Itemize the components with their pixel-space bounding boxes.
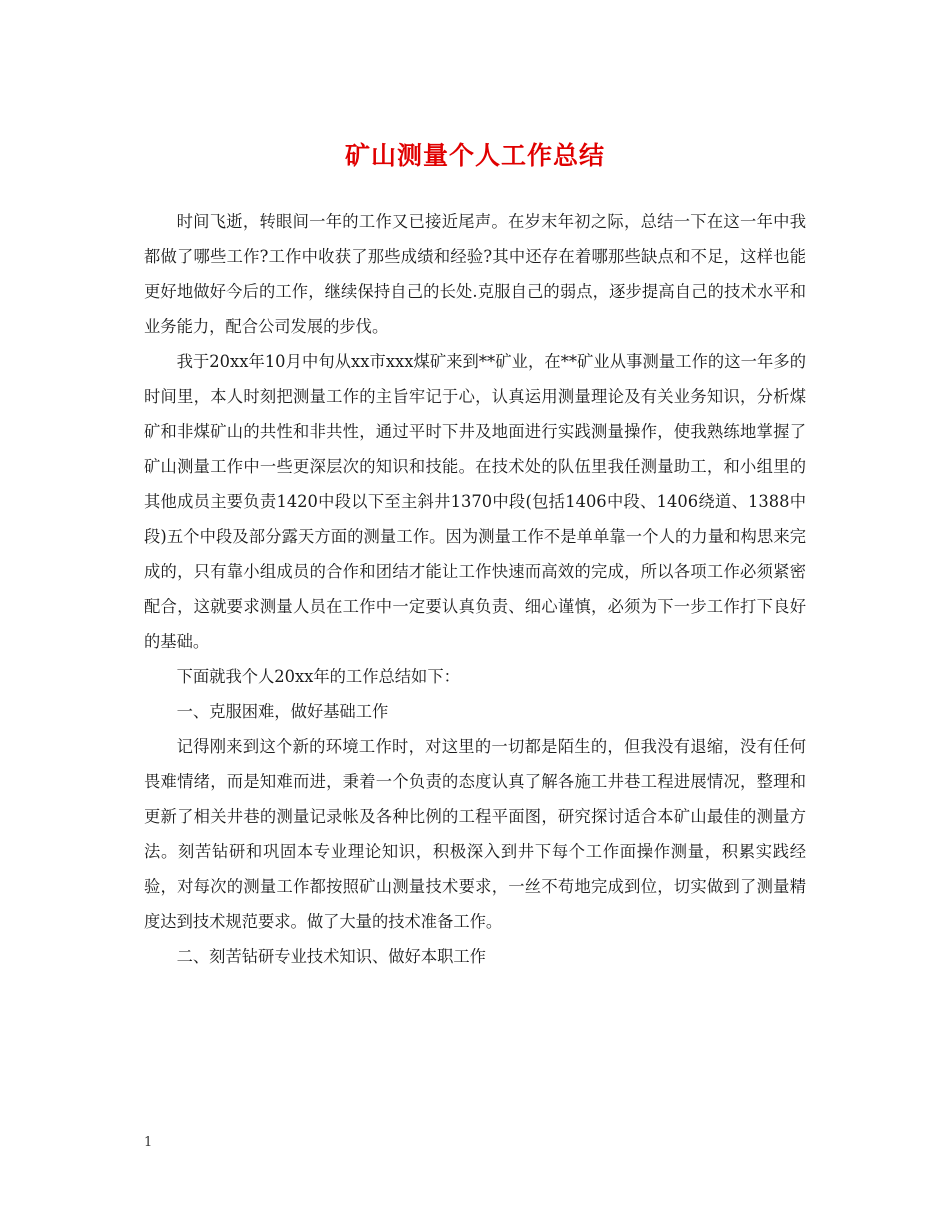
paragraph-section-1: 记得刚来到这个新的环境工作时，对这里的一切都是陌生的，但我没有退缩，没有任何畏难情绪，而是知难而进，秉着一个负责的态度认真了解各施工井巷工程进展情况，整理和更新了相关井巷的测量记录帐及各种比例的工程平面图，研究探讨适合本矿山最佳的测量方法。刻苦钻研和巩固本专业理论知识，积极深入到井下每个工作面操作测量，积累实践经验，对每次的测量工作都按照矿山测量技术要求，一丝不苟地完成到位，切实做到了测量精度达到技术规范要求。做了大量的技术准备工作。	[144, 737, 806, 931]
paragraph-background: 我于20xx年10月中旬从xx市xxx煤矿来到**矿业，在**矿业从事测量工作的这一年多的时间里，本人时刻把测量工作的主旨牢记于心，认真运用测量理论及有关业务知识，分析煤矿和非煤矿山的共性和非共性，通过平时下井及地面进行实践测量操作，使我熟练地掌握了矿山测量工作中一些更深层次的知识和技能。在技术处的队伍里我任测量助工，和小组里的其他成员主要负责1420中段以下至主斜井1370中段(包括1406中段、1406绕道、1388中段)五个中段及部分露天方面的测量工作。因为测量工作不是单单靠一个人的力量和构思来完成的，只有靠小组成员的合作和团结才能让工作快速而高效的完成，所以各项工作必须紧密配合，这就要求测量人员在工作中一定要认真负责、细心谨慎，必须为下一步工作打下良好的基础。	[144, 352, 806, 651]
paragraph-summary-intro: 下面就我个人20xx年的工作总结如下：	[176, 667, 460, 686]
section-heading-1: 一、克服困难，做好基础工作	[176, 702, 389, 721]
document-title: 矿山测量个人工作总结	[344, 141, 605, 170]
paragraph-intro: 时间飞逝，转眼间一年的工作又已接近尾声。在岁末年初之际，总结一下在这一年中我都做了哪些工作?工作中收获了那些成绩和经验?其中还存在着哪那些缺点和不足，这样也能更好地做好今后的工作，继续保持自己的长处.克服自己的弱点，逐步提高自己的技术水平和业务能力，配合公司发展的步伐。	[144, 212, 806, 336]
section-heading-2: 二、刻苦钻研专业技术知识、做好本职工作	[176, 947, 486, 966]
document-body	[144, 204, 806, 974]
page-number: 1	[144, 1135, 153, 1150]
